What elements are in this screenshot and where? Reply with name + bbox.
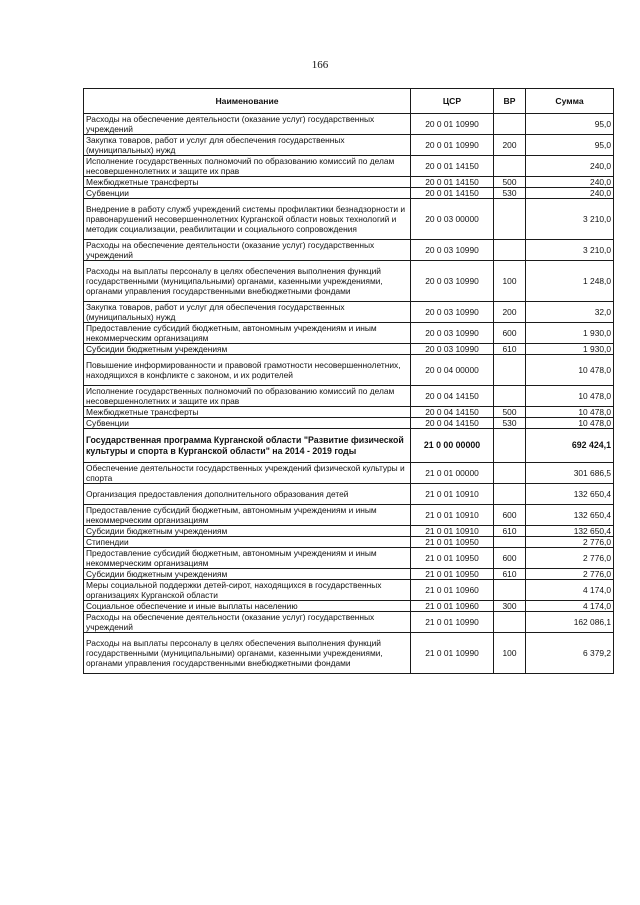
cell-sum: 2 776,0 <box>526 548 614 569</box>
cell-sum: 240,0 <box>526 156 614 177</box>
cell-vr: 600 <box>494 505 526 526</box>
header-name: Наименование <box>84 89 411 114</box>
cell-csr: 21 0 01 10910 <box>411 484 494 505</box>
cell-name: Внедрение в работу служб учреждений системы профилактики безнадзорности и правонарушений несовершеннолетних Курганской области новых технологий и методик социализации, реабилитации и социального сопровождения <box>84 199 411 240</box>
cell-name: Расходы на обеспечение деятельности (оказание услуг) государственных учреждений <box>84 114 411 135</box>
cell-vr: 300 <box>494 601 526 612</box>
cell-csr: 21 0 01 10910 <box>411 526 494 537</box>
cell-sum: 10 478,0 <box>526 418 614 429</box>
cell-name: Предоставление субсидий бюджетным, автономным учреждениям и иным некоммерческим организациям <box>84 505 411 526</box>
cell-sum: 95,0 <box>526 114 614 135</box>
cell-vr <box>494 240 526 261</box>
table-row <box>84 633 614 674</box>
cell-sum: 32,0 <box>526 302 614 323</box>
cell-name: Субвенции <box>84 418 411 429</box>
cell-name: Межбюджетные трансферты <box>84 177 411 188</box>
cell-vr <box>494 355 526 386</box>
table-row <box>84 261 614 302</box>
cell-vr: 500 <box>494 407 526 418</box>
table-row <box>84 601 614 612</box>
cell-name: Повышение информированности и правовой грамотности несовершеннолетних, находящихся в конфликте с законом, и их родителей <box>84 355 411 386</box>
cell-vr <box>494 580 526 601</box>
header-csr: ЦСР <box>411 89 494 114</box>
cell-sum: 132 650,4 <box>526 526 614 537</box>
header-sum: Сумма <box>526 89 614 114</box>
cell-vr: 200 <box>494 302 526 323</box>
cell-name: Расходы на обеспечение деятельности (оказание услуг) государственных учреждений <box>84 612 411 633</box>
cell-name: Меры социальной поддержки детей-сирот, находящихся в государственных организациях Курганской области <box>84 580 411 601</box>
header-vr: ВР <box>494 89 526 114</box>
cell-vr <box>494 612 526 633</box>
cell-csr: 20 0 01 14150 <box>411 177 494 188</box>
page-number: 166 <box>311 59 329 71</box>
cell-name: Обеспечение деятельности государственных учреждений физической культуры и спорта <box>84 463 411 484</box>
cell-vr <box>494 114 526 135</box>
cell-name: Социальное обеспечение и иные выплаты населению <box>84 601 411 612</box>
table-row <box>84 612 614 633</box>
cell-vr <box>494 429 526 463</box>
cell-sum: 2 776,0 <box>526 569 614 580</box>
cell-sum: 4 174,0 <box>526 580 614 601</box>
cell-csr: 20 0 03 10990 <box>411 261 494 302</box>
table-row <box>84 407 614 418</box>
cell-vr: 100 <box>494 633 526 674</box>
cell-csr: 21 0 01 10950 <box>411 537 494 548</box>
cell-vr: 530 <box>494 188 526 199</box>
cell-name: Субсидии бюджетным учреждениям <box>84 344 411 355</box>
cell-sum: 1 930,0 <box>526 344 614 355</box>
cell-vr <box>494 199 526 240</box>
cell-vr: 200 <box>494 135 526 156</box>
cell-csr: 20 0 04 14150 <box>411 386 494 407</box>
cell-csr: 21 0 01 10990 <box>411 612 494 633</box>
cell-csr: 20 0 04 00000 <box>411 355 494 386</box>
cell-csr: 20 0 03 10990 <box>411 302 494 323</box>
cell-name: Субсидии бюджетным учреждениям <box>84 526 411 537</box>
cell-vr <box>494 463 526 484</box>
cell-vr: 610 <box>494 344 526 355</box>
table-row <box>84 355 614 386</box>
table-row <box>84 463 614 484</box>
cell-csr: 20 0 03 10990 <box>411 240 494 261</box>
cell-sum: 10 478,0 <box>526 355 614 386</box>
table-header-row <box>84 89 614 114</box>
cell-sum: 692 424,1 <box>526 429 614 463</box>
cell-csr: 20 0 04 14150 <box>411 418 494 429</box>
table-row <box>84 429 614 463</box>
cell-vr <box>494 386 526 407</box>
cell-name: Расходы на обеспечение деятельности (оказание услуг) государственных учреждений <box>84 240 411 261</box>
cell-vr <box>494 156 526 177</box>
cell-csr: 20 0 01 10990 <box>411 135 494 156</box>
cell-sum: 162 086,1 <box>526 612 614 633</box>
cell-csr: 21 0 01 10950 <box>411 569 494 580</box>
cell-csr: 21 0 01 10960 <box>411 601 494 612</box>
cell-vr <box>494 484 526 505</box>
cell-csr: 20 0 03 10990 <box>411 323 494 344</box>
cell-vr: 610 <box>494 569 526 580</box>
cell-name: Исполнение государственных полномочий по образованию комиссий по делам несовершеннолетних и защите их прав <box>84 386 411 407</box>
table-row <box>84 484 614 505</box>
table-row <box>84 156 614 177</box>
cell-csr: 20 0 03 10990 <box>411 344 494 355</box>
table-row <box>84 135 614 156</box>
cell-csr: 20 0 04 14150 <box>411 407 494 418</box>
cell-vr: 500 <box>494 177 526 188</box>
cell-name: Субсидии бюджетным учреждениям <box>84 569 411 580</box>
cell-csr: 21 0 01 10910 <box>411 505 494 526</box>
cell-csr: 21 0 01 00000 <box>411 463 494 484</box>
cell-name: Предоставление субсидий бюджетным, автономным учреждениям и иным некоммерческим организациям <box>84 323 411 344</box>
cell-vr: 600 <box>494 548 526 569</box>
table-row <box>84 114 614 135</box>
table-row <box>84 526 614 537</box>
cell-csr: 21 0 01 10950 <box>411 548 494 569</box>
cell-sum: 1 248,0 <box>526 261 614 302</box>
cell-csr: 20 0 03 00000 <box>411 199 494 240</box>
cell-vr: 100 <box>494 261 526 302</box>
table-row <box>84 240 614 261</box>
table-row <box>84 177 614 188</box>
table-row <box>84 537 614 548</box>
cell-csr: 21 0 01 10960 <box>411 580 494 601</box>
cell-name: Субвенции <box>84 188 411 199</box>
cell-name: Государственная программа Курганской области "Развитие физической культуры и спорта в Курганской области" на 2014 - 2019 годы <box>84 429 411 463</box>
cell-sum: 10 478,0 <box>526 386 614 407</box>
cell-vr: 610 <box>494 526 526 537</box>
cell-sum: 10 478,0 <box>526 407 614 418</box>
cell-sum: 240,0 <box>526 177 614 188</box>
cell-sum: 3 210,0 <box>526 199 614 240</box>
cell-name: Расходы на выплаты персоналу в целях обеспечения выполнения функций государственными (муниципальными) органами, казенными учреждениями, органами управления государственными внебюджетными фондами <box>84 633 411 674</box>
cell-sum: 6 379,2 <box>526 633 614 674</box>
table-row <box>84 199 614 240</box>
cell-name: Исполнение государственных полномочий по образованию комиссий по делам несовершеннолетних и защите их прав <box>84 156 411 177</box>
table-row <box>84 302 614 323</box>
cell-vr: 530 <box>494 418 526 429</box>
table-row <box>84 323 614 344</box>
cell-sum: 2 776,0 <box>526 537 614 548</box>
cell-name: Закупка товаров, работ и услуг для обеспечения государственных (муниципальных) нужд <box>84 135 411 156</box>
table-row <box>84 418 614 429</box>
table-row <box>84 505 614 526</box>
cell-name: Закупка товаров, работ и услуг для обеспечения государственных (муниципальных) нужд <box>84 302 411 323</box>
cell-sum: 132 650,4 <box>526 484 614 505</box>
cell-csr: 20 0 01 10990 <box>411 114 494 135</box>
table-row <box>84 386 614 407</box>
cell-name: Организация предоставления дополнительного образования детей <box>84 484 411 505</box>
cell-sum: 1 930,0 <box>526 323 614 344</box>
cell-name: Предоставление субсидий бюджетным, автономным учреждениям и иным некоммерческим организациям <box>84 548 411 569</box>
cell-csr: 20 0 01 14150 <box>411 188 494 199</box>
cell-csr: 21 0 01 10990 <box>411 633 494 674</box>
cell-sum: 95,0 <box>526 135 614 156</box>
table-row <box>84 569 614 580</box>
budget-table <box>83 88 614 674</box>
cell-name: Стипендии <box>84 537 411 548</box>
table-row <box>84 188 614 199</box>
cell-sum: 240,0 <box>526 188 614 199</box>
table-row <box>84 580 614 601</box>
cell-vr: 600 <box>494 323 526 344</box>
cell-name: Расходы на выплаты персоналу в целях обеспечения выполнения функций государственными (муниципальными) органами, казенными учреждениями, органами управления государственными внебюджетными фондами <box>84 261 411 302</box>
table-row <box>84 344 614 355</box>
table-row <box>84 548 614 569</box>
cell-csr: 21 0 00 00000 <box>411 429 494 463</box>
cell-sum: 4 174,0 <box>526 601 614 612</box>
cell-sum: 132 650,4 <box>526 505 614 526</box>
cell-csr: 20 0 01 14150 <box>411 156 494 177</box>
cell-vr <box>494 537 526 548</box>
cell-name: Межбюджетные трансферты <box>84 407 411 418</box>
cell-sum: 301 686,5 <box>526 463 614 484</box>
cell-sum: 3 210,0 <box>526 240 614 261</box>
